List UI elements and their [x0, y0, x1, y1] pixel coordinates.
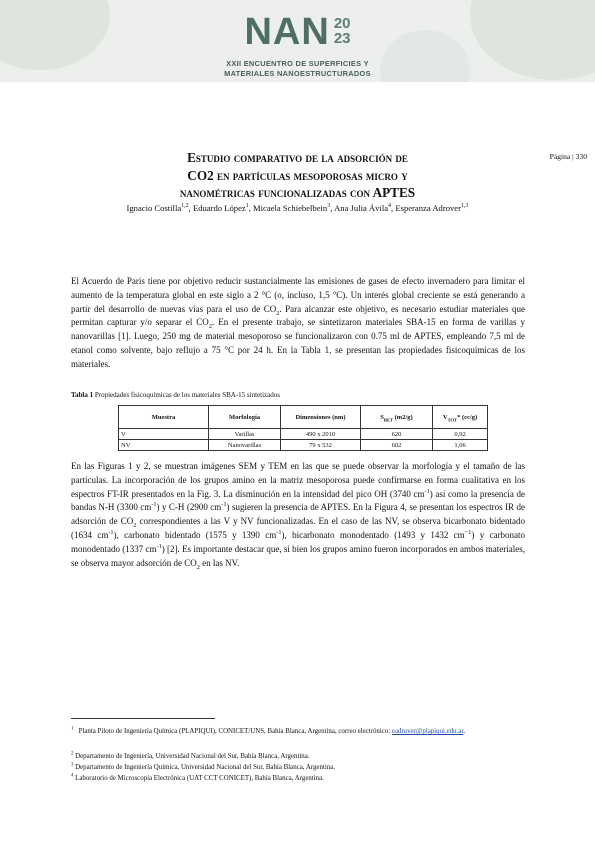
header-vtot: $V_{TOT}*$ (cc/g) [433, 406, 488, 429]
cell-muestra: V [119, 429, 209, 440]
cell-vtot: 0,92 [433, 429, 488, 440]
cell-sbet: 620 [361, 429, 433, 440]
title-line3: nanométricas funcionalizadas con APTES [179, 185, 416, 200]
cell-sbet: 602 [361, 440, 433, 451]
banner-subtitle-line2: MATERIALES NANOESTRUCTURADOS [224, 69, 371, 78]
cell-dimensiones: 79 x 532 [281, 440, 361, 451]
table-row [119, 429, 488, 440]
cell-vtot: 1,06 [433, 440, 488, 451]
author-name: Ana Julia Ávila [334, 203, 389, 213]
logo-text: NAN [244, 11, 330, 53]
header-morfologia: Morfología [209, 406, 281, 429]
body-paragraph-1: El Acuerdo de París tiene por objetivo reducir sustancialmente las emisiones de gases de efecto invernadero para limitar el aumento de la temperatura global en este siglo a 2 °C (o, incluso, 1,5 °C). Un interés global creciente se está generando a partir del desarrollo de nuevas vías para el uso de $CO_2$. Para alcanzar este objetivo, es necesario estudiar materiales que permitan capturar y/o separar el $CO_2$. En el presente trabajo, se sintetizaron materiales SBA-15 en forma de varillas y nanovarillas [1]. Luego, 250 mg de material mesoporoso se funcionalizaron con 0.75 ml de APTES, empleando 7,5 ml de etanol como solvente, bajo reflujo a 75 °C por 24 h. En la Tabla 1, se presentan las propiedades fisicoquímicas de los materiales. [71, 276, 526, 369]
conference-logo [0, 10, 595, 54]
author-name: Esperanza Adrover [395, 203, 461, 213]
title-line1: Estudio comparativo de la adsorción de [187, 150, 408, 165]
footnote-2: $^2$ Departamento de Ingeniería, Universidad Nacional del Sur, Bahía Blanca, Argentina. [71, 751, 310, 760]
author-affiliation: 3 [327, 203, 331, 210]
table-header-row [119, 406, 488, 429]
footnote-3: $^3$ Departamento de Ingeniería Química, Universidad Nacional del Sur, Bahía Blanca, Argentina. [71, 762, 335, 771]
author-name: Micaela Schiebelbein [253, 203, 328, 213]
author-name: Ignacio Costilla [126, 203, 182, 213]
title-line2: CO2 en partículas mesoporosas micro y [187, 167, 408, 183]
cell-morfologia: Varillas [209, 429, 281, 440]
author-affiliation: 1,2 [181, 203, 189, 210]
paper-title [90, 149, 505, 202]
email-link[interactable]: eadrover@plapiqui.edu.ar [391, 728, 464, 735]
table-caption: Tabla 1 Propiedades fisicoquímicas de los materiales SBA-15 sintetizados [71, 391, 280, 399]
properties-table [118, 405, 488, 451]
footnote-4: $^4$ Laboratorio de Microscopía Electrónica (UAT CCT CONICET), Bahía Blanca, Argentina. [71, 773, 324, 782]
header-dimensiones: Dimensiones (nm) [281, 406, 361, 429]
logo-year: 20 23 [333, 15, 351, 47]
cell-morfologia: Nanovarillas [209, 440, 281, 451]
banner-subtitle-line1: XXII ENCUENTRO DE SUPERFICIES Y [226, 59, 369, 68]
author-affiliation: 1 [245, 203, 249, 210]
conference-banner [0, 0, 595, 82]
author-affiliation: 1,3 [460, 203, 469, 210]
footnote-separator [71, 718, 215, 719]
table-row [119, 440, 488, 451]
footnote-1: $^1$ Planta Piloto de Ingeniería Química (PLAPIQUI), CONICET/UNS, Bahía Blanca, Argentina, correo electrónico: eadrover@plapiqui.edu.ar. [71, 726, 466, 735]
header-sbet: $S_{BET}$ (m2/g) [361, 406, 433, 429]
cell-muestra: NV [119, 440, 209, 451]
author-name: Eduardo López [192, 203, 246, 213]
page-number: Página | 330 [549, 152, 587, 161]
author-affiliation: 4 [388, 203, 392, 210]
cell-dimensiones: 490 x 2010 [281, 429, 361, 440]
body-paragraph-2: En las Figuras 1 y 2, se muestran imágenes SEM y TEM en las que se puede observar la morfología y el tamaño de las partículas. La incorporación de los grupos amino en la matriz mesoporosa puede confirmarse en forma cualitativa en los espectros FT-IR presentados en la Fig. 3. La disminución en la intensidad del pico OH (3740 $cm^{-1}$) así como la presencia de bandas N-H (3300 $cm^{-1}$) y C-H (2900 $cm^{-1}$) sugieren la presencia de APTES. En la Figura 4, se presentan los espectros IR de adsorción de $CO_2$ correspondientes a las V y NV funcionalizadas. En el caso de las NV, se observa bicarbonato bidentado (1634 $cm^{-1}$), carbonato bidentado (1575 y 1390 $cm^{-1}$), bicarbonato monodentado (1493 y 1432 $cm^{-1}$) y carbonato monodentado (1337 $cm^{-1}$) [2]. Es importante destacar que, si bien los grupos amino fueron incorporados en ambos materiales, se observa mayor adsorción de $CO_2$ en las NV. [71, 461, 526, 571]
header-muestra: Muestra [119, 406, 209, 429]
author-list: Ignacio Costilla$^{1,2}$, Eduardo López$^1$, Micaela Schiebelbein$^3$, Ana Julia Ávila$^4$, Esperanza Adrover$^{1,3}$ [126, 203, 469, 213]
